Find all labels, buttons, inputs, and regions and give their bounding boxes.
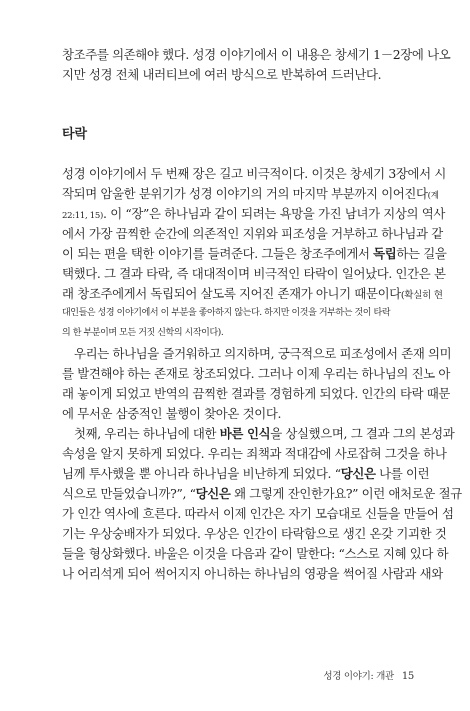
para3-line-5: 가 인간 역사에 흐른다. 따라서 이제 인간은 자기 모습대로 신들을 만들어 섬 (62, 506, 454, 521)
para3-line-1 (74, 425, 455, 442)
scripture-ref-start: (계 (427, 191, 439, 201)
para1-line-7-text: 래 창조주에게서 독립되어 살도록 지어진 존재가 아니기 때문이다 (62, 286, 401, 301)
para1-line-2 (62, 185, 439, 205)
scripture-ref-end: 22:11, 15) (62, 211, 104, 221)
emphasis-you-2: 당신은 (195, 486, 231, 501)
para3-line-6: 기는 우상숭배자가 되었다. 우상은 인간이 타락함으로 생긴 온갖 기괴한 것 (62, 526, 447, 541)
para1-line-6: 택했다. 그 결과 타락, 즉 대대적이며 비극적인 타락이 일어났다. 인간은 본 (62, 266, 446, 281)
para1-line-2-text: 작되며 암울한 분위기가 성경 이야기의 거의 마지막 부분까지 이어진다 (62, 186, 428, 201)
para1-line-5-text: 이 되는 편을 택한 이야기를 들려준다. 그들은 창조주에게서 (62, 246, 370, 261)
emphasis-independence: 독립 (373, 246, 397, 261)
para2-line-1: 우리는 하나님을 즐거워하고 의지하며, 궁극적으로 피조성에서 존재 의미 (74, 346, 452, 361)
para3-line-1-text: 첫째, 우리는 하나님에 대한 (74, 426, 217, 441)
parenthetical-note-line-3: 의 한 부분이며 모든 거짓 신학의 시작이다). (62, 328, 224, 338)
para1-line-5 (62, 245, 447, 262)
page-number: 15 (401, 671, 414, 682)
para2-line-4: 에 무서운 삼중적인 불행이 찾아온 것이다. (62, 406, 282, 421)
emphasis-right-knowledge: 바른 인식 (219, 426, 271, 441)
para3-line-4-end: 왜 그렇게 잔인한가요?” 이런 애처로운 절규 (234, 486, 462, 501)
para3-line-8: 나 어리석게 되어 썩어지지 아니하는 하나님의 영광을 썩어질 사람과 새와 (62, 566, 443, 581)
para1-line-1: 성경 이야기에서 두 번째 장은 길고 비극적이다. 이것은 창세기 3장에서 시 (62, 166, 446, 181)
para1-line-4: 에서 가장 끔찍한 순간에 의존적인 지위와 피조성을 거부하고 하나님과 같 (62, 226, 443, 241)
running-title: 성경 이야기: 개관 (323, 671, 394, 682)
intro-line-2: 지만 성경 전체 내러티브에 여러 방식으로 반복하여 드러난다. (62, 67, 382, 82)
para3-line-7: 들을 형상화했다. 바울은 이것을 다음과 같이 말한다: “스스로 지혜 있다 하 (62, 546, 449, 561)
para1-line-3 (62, 205, 445, 225)
parenthetical-note-start: (확실히 현 (400, 290, 443, 301)
para1-line-3-text: . 이 “장”은 하나님과 같이 되려는 욕망을 가진 남녀가 지상의 역사 (103, 206, 445, 221)
para3-line-4-text: 식으로 만들었습니까?”, “ (62, 486, 196, 501)
para3-line-3 (62, 465, 430, 482)
para3-line-2: 속성을 알지 못하게 되었다. 우리는 죄책과 적대감에 사로잡혀 그것을 하나 (62, 446, 447, 461)
para2-line-3: 래 놓이게 되었고 반역의 끔찍한 결과를 경험하게 되었다. 인간의 타락 때문 (62, 386, 451, 401)
para3-line-4 (62, 485, 462, 502)
para1-line-7 (62, 285, 443, 304)
para2-line-2: 를 발견해야 하는 존재로 창조되었다. 그러나 이제 우리는 하나님의 진노 아 (62, 366, 451, 381)
para3-line-3-end: 나를 이런 (379, 466, 430, 481)
para3-line-1-end: 을 상실했으며, 그 결과 그의 본성과 (270, 426, 455, 441)
emphasis-you-1: 당신은 (340, 466, 376, 481)
intro-line-1: 창조주를 의존해야 했다. 성경 이야기에서 이 내용은 창세기 1－2장에 나오 (62, 47, 451, 62)
page-footer (323, 668, 414, 682)
section-heading: 타락 (62, 127, 88, 142)
parenthetical-note-line-2: 대인들은 성경 이야기에서 이 부분을 좋아하지 않는다. 하지만 이것을 거부하는 것이 타락 (62, 308, 391, 318)
para3-line-3-text: 님께 투사했을 뿐 아니라 하나님을 비난하게 되었다. “ (62, 466, 341, 481)
para1-line-5-end: 하는 길을 (396, 246, 447, 261)
